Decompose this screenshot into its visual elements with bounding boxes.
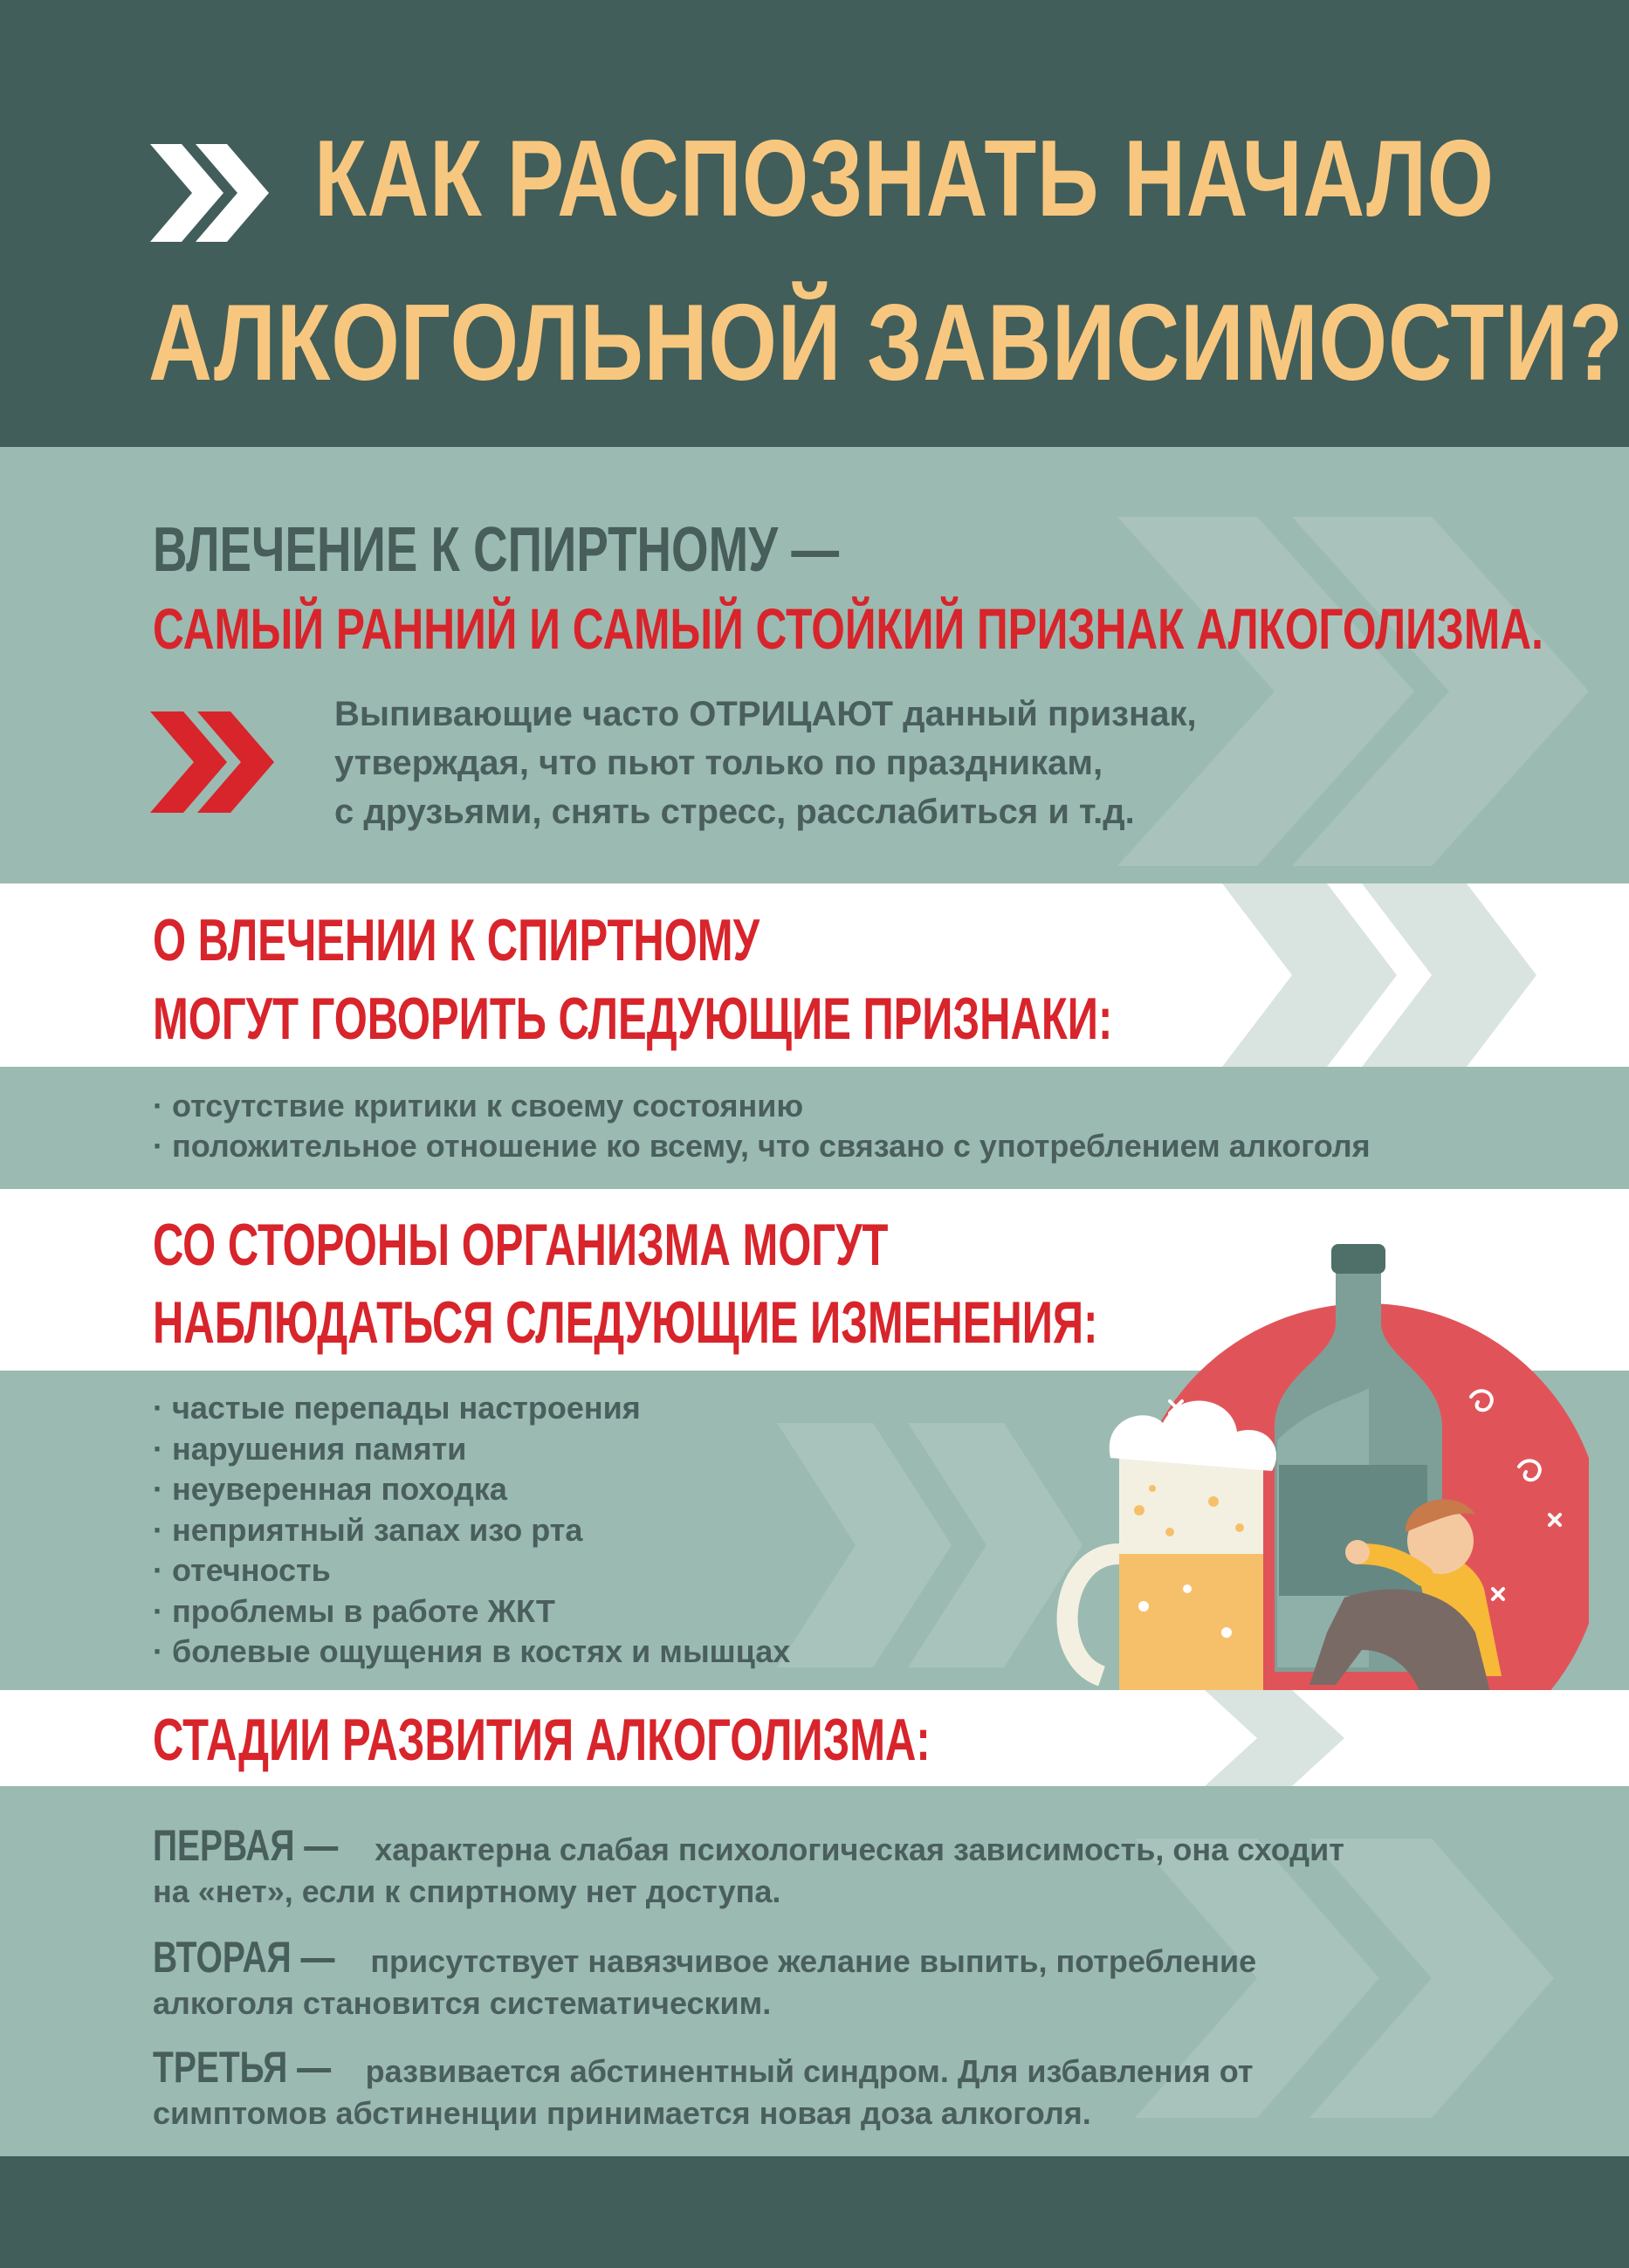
list-item: · неприятный запах изо рта bbox=[153, 1511, 583, 1548]
body-changes-heading-line-2: НАБЛЮДАТЬСЯ СЛЕДУЮЩИЕ ИЗМЕНЕНИЯ: bbox=[153, 1289, 1098, 1356]
red-chevrons-icon bbox=[150, 711, 279, 813]
body-changes-heading-line-1: СО СТОРОНЫ ОРГАНИЗМА МОГУТ bbox=[153, 1212, 889, 1278]
list-item: · частые перепады настроения bbox=[153, 1390, 641, 1426]
page-title-line-1: КАК РАСПОЗНАТЬ НАЧАЛО bbox=[314, 119, 1495, 239]
craving-heading: ВЛЕЧЕНИЕ К СПИРТНОМУ — bbox=[153, 515, 840, 585]
list-item: · проблемы в работе ЖКТ bbox=[153, 1592, 555, 1629]
signs-list bbox=[153, 1086, 1371, 1166]
list-item: · положительное отношение ко всему, что связано с употреблением алкоголя bbox=[153, 1128, 1371, 1164]
signs-heading-line-1: О ВЛЕЧЕНИИ К СПИРТНОМУ bbox=[153, 907, 760, 973]
footer-band bbox=[0, 2156, 1629, 2268]
stage-item-second bbox=[153, 1933, 1550, 2024]
list-item: · отечность bbox=[153, 1552, 331, 1588]
stage-description: на «нет», если к спиртному нет доступа. bbox=[153, 1873, 781, 1909]
craving-description bbox=[334, 690, 1197, 836]
body-changes-list bbox=[153, 1388, 790, 1673]
stages-heading: СТАДИИ РАЗВИТИЯ АЛКОГОЛИЗМА: bbox=[153, 1707, 931, 1773]
stage-term: ПЕРВАЯ — bbox=[153, 1821, 339, 1870]
list-item: · отсутствие критики к своему состоянию bbox=[153, 1088, 804, 1124]
signs-heading-band bbox=[0, 883, 1629, 1067]
alcohol-addiction-illustration-icon bbox=[1030, 1222, 1589, 1711]
stages-heading-band bbox=[0, 1690, 1629, 1786]
stage-description: характерна слабая психологическая зависимость, она сходит bbox=[375, 1832, 1344, 1867]
stages-band bbox=[0, 1786, 1629, 2156]
stage-description: алкоголя становится систематическим. bbox=[153, 1985, 772, 2021]
stage-description: присутствует навязчивое желание выпить, потребление bbox=[370, 1943, 1257, 1979]
page-title-line-2: АЛКОГОЛЬНОЙ ЗАВИСИМОСТИ? bbox=[148, 283, 1624, 403]
craving-subheading: САМЫЙ РАННИЙ И САМЫЙ СТОЙКИЙ ПРИЗНАК АЛКОГОЛИЗМА. bbox=[153, 596, 1543, 661]
list-item: · болевые ощущения в костях и мышцах bbox=[153, 1633, 791, 1669]
stage-term: ТРЕТЬЯ — bbox=[153, 2043, 332, 2092]
stage-item-third bbox=[153, 2043, 1550, 2134]
list-item: · нарушения памяти bbox=[153, 1430, 467, 1467]
stage-term: ВТОРАЯ — bbox=[153, 1933, 335, 1982]
craving-section bbox=[0, 447, 1629, 883]
craving-text-line: утверждая, что пьют только по праздникам, bbox=[334, 744, 1103, 782]
signs-heading-line-2: МОГУТ ГОВОРИТЬ СЛЕДУЮЩИЕ ПРИЗНАКИ: bbox=[153, 986, 1113, 1052]
list-item: · неуверенная походка bbox=[153, 1471, 507, 1507]
header-band bbox=[0, 0, 1629, 447]
chevrons-icon bbox=[150, 144, 272, 242]
craving-text-line: Выпивающие часто ОТРИЦАЮТ данный признак, bbox=[334, 695, 1197, 733]
stage-description: симптомов абстиненции принимается новая доза алкоголя. bbox=[153, 2095, 1091, 2131]
craving-text-line: с друзьями, снять стресс, расслабиться и т.д. bbox=[334, 793, 1135, 831]
stage-item-first bbox=[153, 1821, 1550, 1913]
signs-list-band bbox=[0, 1067, 1629, 1189]
stage-description: развивается абстинентный синдром. Для избавления от bbox=[365, 2053, 1254, 2089]
